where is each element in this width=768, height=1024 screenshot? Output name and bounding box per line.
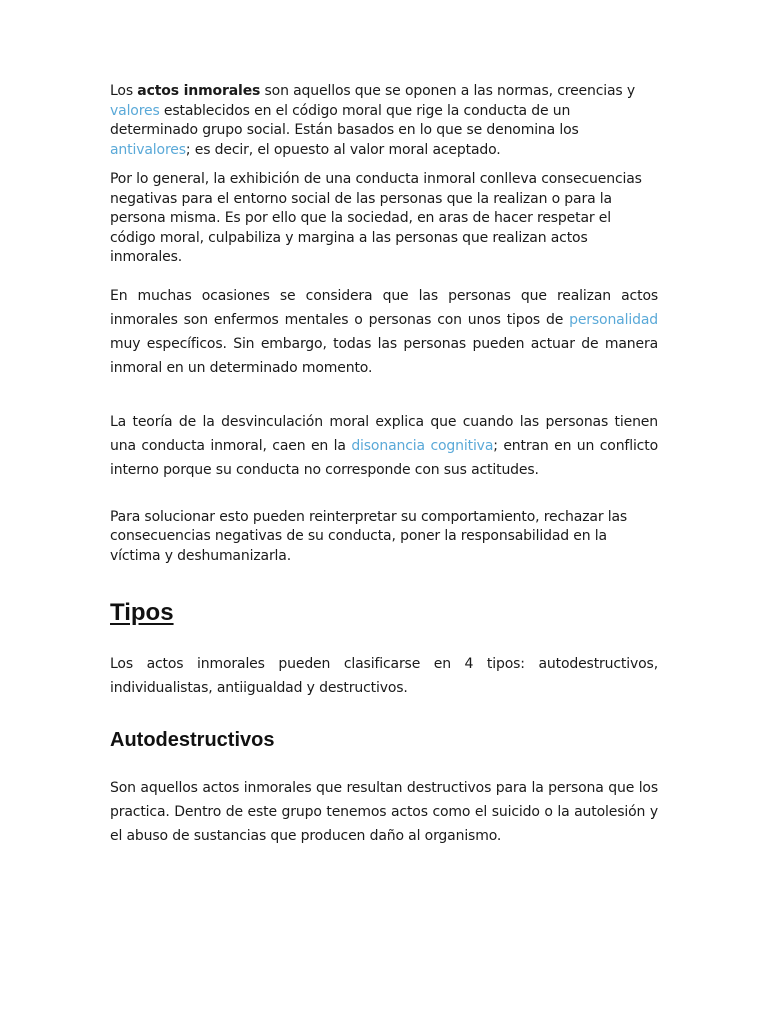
personalidad-link[interactable]: personalidad <box>569 311 658 328</box>
text-span: ; entran en un conflicto interno porque su conducta no corresponde con sus actitudes. <box>110 437 658 478</box>
text-span: muy específicos. Sin embargo, todas las personas pueden actuar de manera inmoral en un determinado momento. <box>110 335 658 376</box>
bold-term: actos inmorales <box>137 83 261 99</box>
disonancia-cognitiva-link[interactable]: disonancia cognitiva <box>351 437 494 454</box>
document-page <box>110 82 658 848</box>
text-span: establecidos en el código moral que rige la conducta de un determinado grupo social. Están basados en lo que se denomina los <box>110 102 579 138</box>
autodestructivos-paragraph: Son aquellos actos inmorales que resultan destructivos para la persona que los practica. Dentro de este grupo tenemos actos como el suicido o la autolesión y el abuso de sustancias que producen daño al organismo. <box>110 780 658 844</box>
personality-paragraph <box>110 284 658 380</box>
consequences-paragraph: Por lo general, la exhibición de una conducta inmoral conlleva consecuencias negativas para el entorno social de las personas que la realizan o para la persona misma. Es por ello que la sociedad, en aras de hacer respetar el código moral, culpabiliza y margina a las personas que realizan actos inmorales. <box>110 171 642 265</box>
text-span: son aquellos que se oponen a las normas, creencias y <box>260 83 636 99</box>
antivalores-link[interactable]: antivalores <box>110 141 186 158</box>
moral-disengagement-paragraph <box>110 410 658 482</box>
tipos-paragraph: Los actos inmorales pueden clasificarse en 4 tipos: autodestructivos, individualistas, antiigualdad y destructivos. <box>110 656 658 696</box>
text-span: Los <box>110 83 138 99</box>
autodestructivos-heading: Autodestructivos <box>110 729 275 751</box>
text-span: La teoría de la desvinculación moral explica que cuando las personas tienen una conducta inmoral, caen en la <box>110 413 658 454</box>
text-span: En muchas ocasiones se considera que las personas que realizan actos inmorales son enfermos mentales o personas con unos tipos de <box>110 287 658 328</box>
intro-paragraph <box>110 82 658 160</box>
solution-paragraph: Para solucionar esto pueden reinterpretar su comportamiento, rechazar las consecuencias negativas de su conducta, poner la responsabilidad en la víctima y deshumanizarla. <box>110 508 628 564</box>
valores-link[interactable]: valores <box>110 102 160 119</box>
tipos-heading: Tipos <box>110 599 174 626</box>
text-span: ; es decir, el opuesto al valor moral aceptado. <box>185 141 501 158</box>
